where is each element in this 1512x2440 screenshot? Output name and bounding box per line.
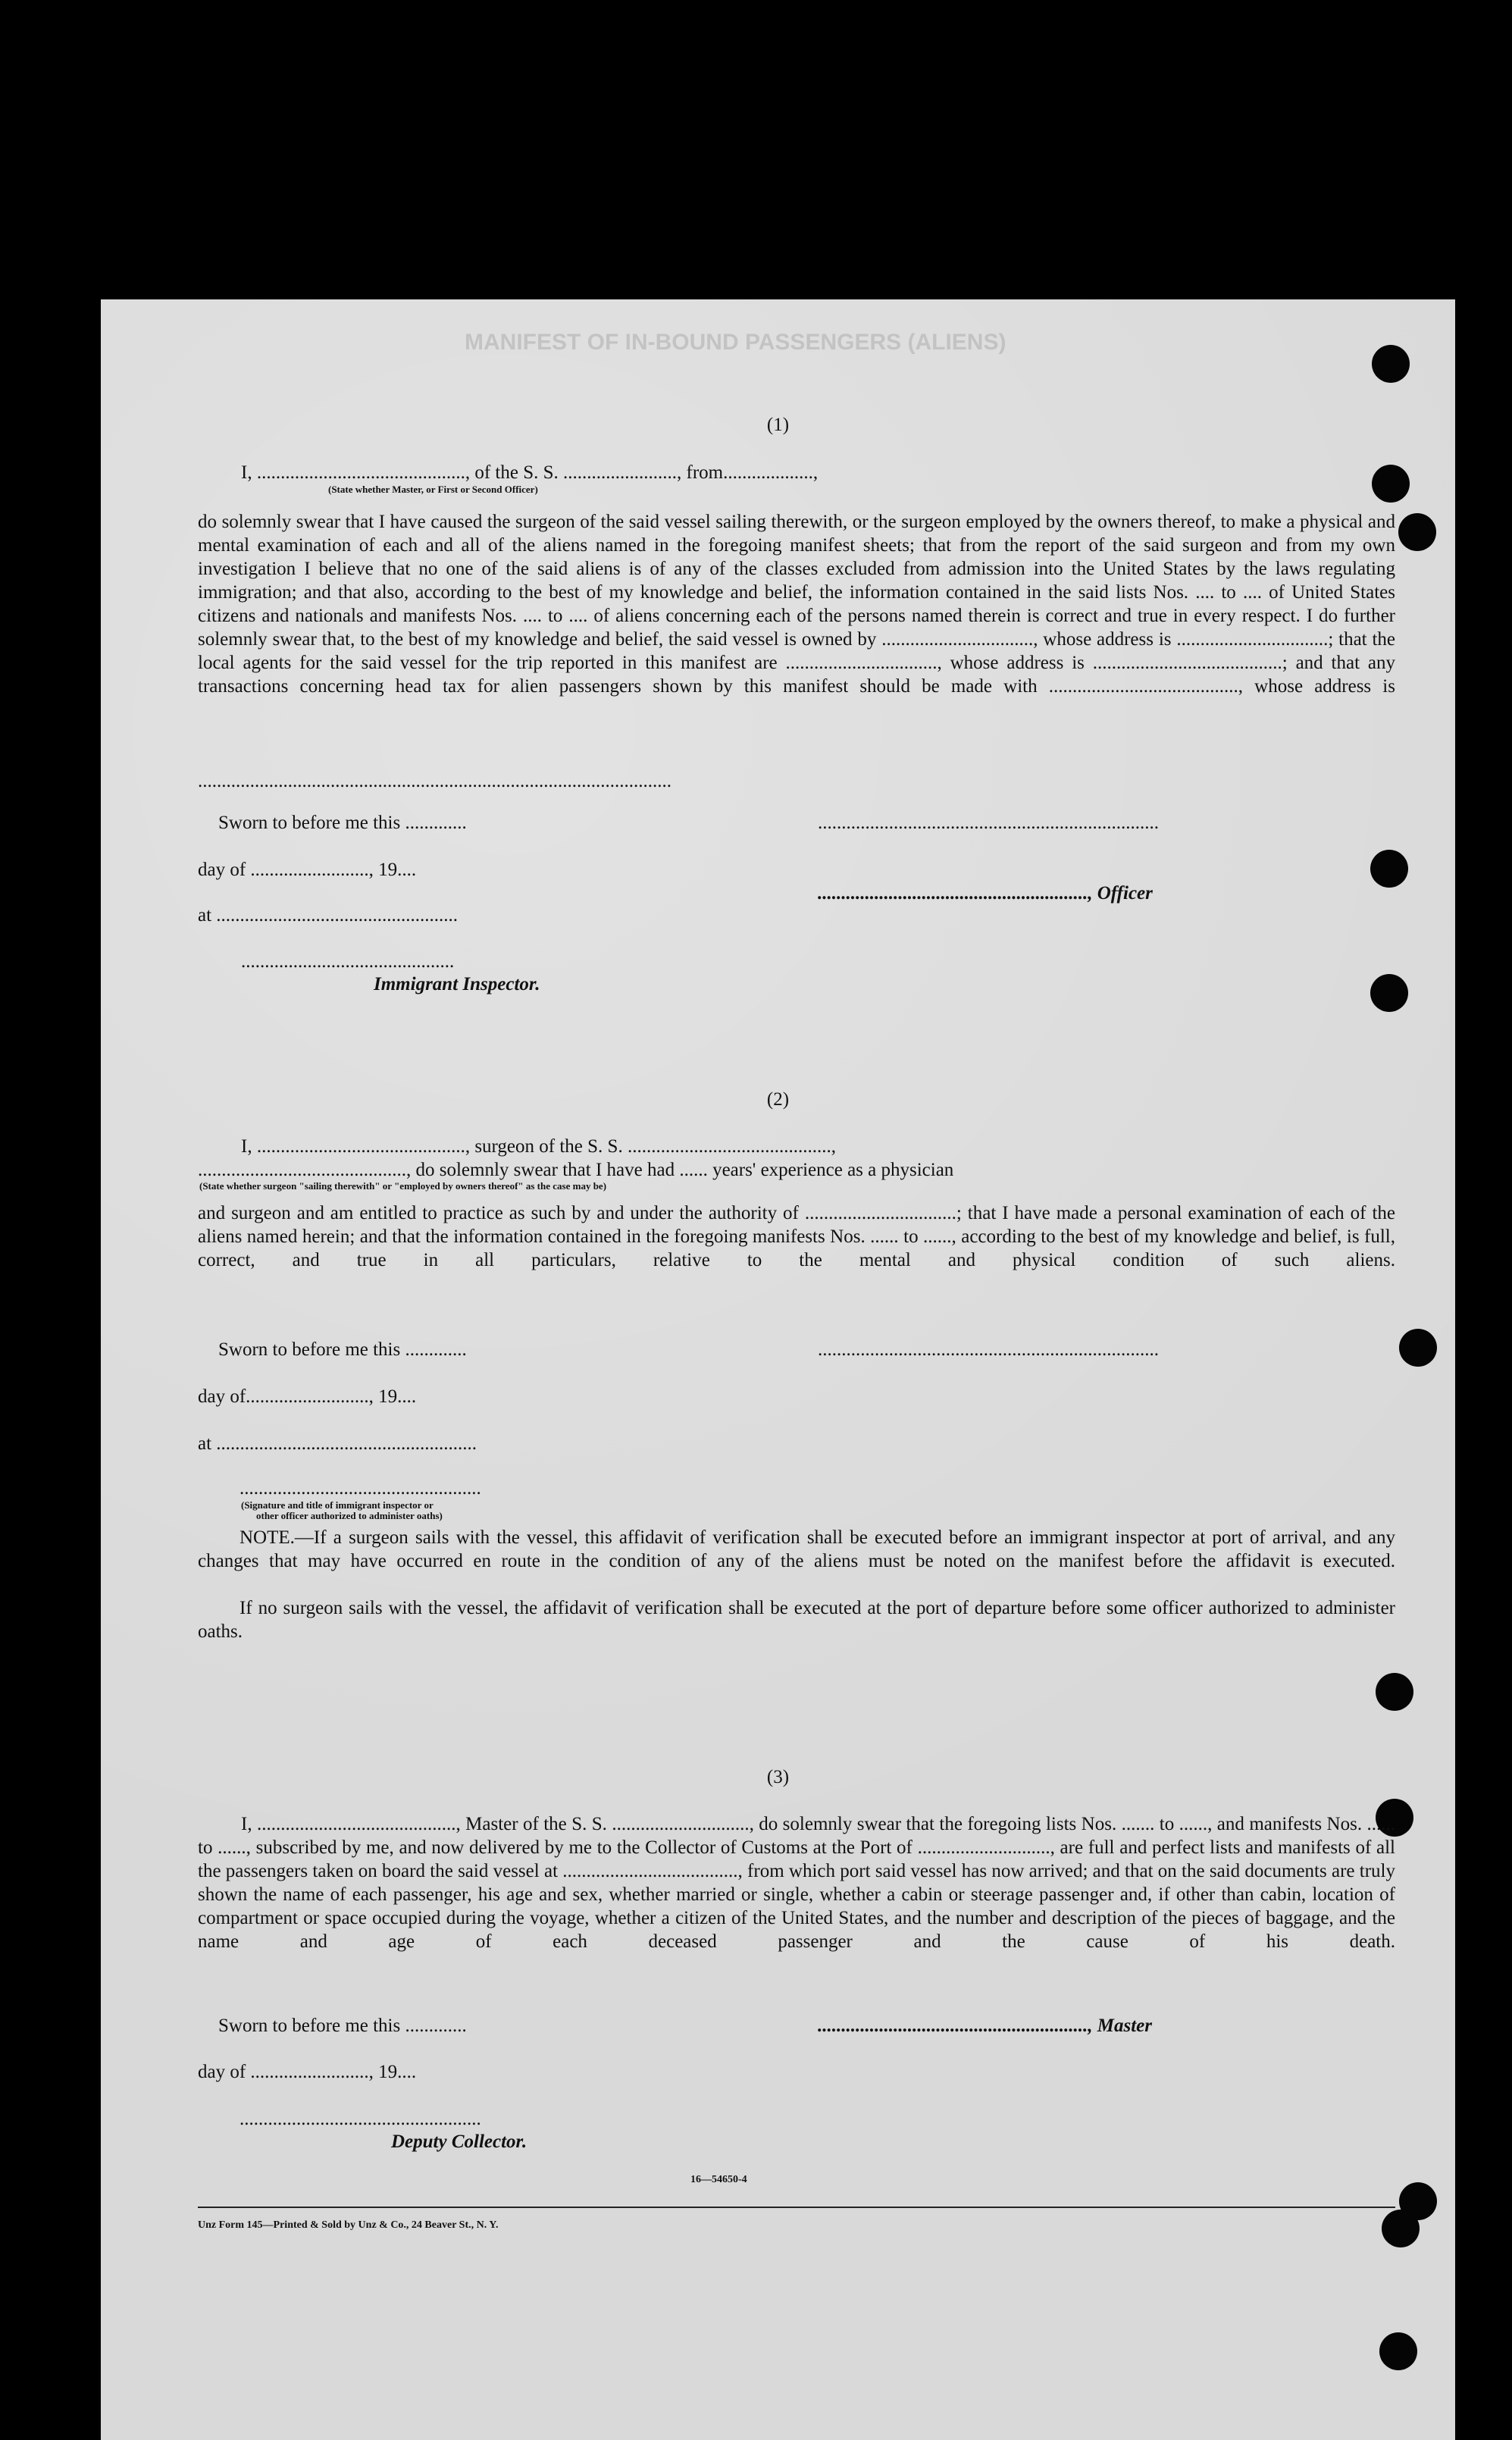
punch-hole [1382,2210,1420,2247]
footer-rule [198,2207,1395,2208]
punch-hole [1376,1673,1413,1711]
footer-printer: Unz Form 145—Printed & Sold by Unz & Co., 24 Beaver St., N. Y. [198,2219,499,2231]
sec3-master-line: ........................................................., Master [818,2016,1152,2036]
punch-hole [1379,2332,1417,2370]
sec2-sworn-line: Sworn to before me this ............. [218,1339,467,1360]
sec1-at-line: at ................................................... [198,905,459,926]
sec2-inspector-caption: (Signature and title of immigrant inspector or [241,1499,434,1511]
sec2-oath-body: and surgeon and am entitled to practice as such by and under the authority of ................................; that I have made a personal examination of each of the aliens named herein; and that the information contained in the foregoing manifests Nos. ...... to ......, according to the best of my knowledge and belief, is full, correct, and true in all particulars, relative to the mental and physical condition of such aliens. [198,1203,1395,1270]
note-label: NOTE. [239,1527,295,1548]
sec2-day-line: day of.........................., 19.... [198,1386,417,1407]
sec3-sworn-line: Sworn to before me this ............. [218,2016,467,2036]
sec1-officer-line: ........................................................., Officer [818,883,1153,904]
sec1-signature-dots: ........................................................................ [818,813,1159,833]
sec2-inspector-dots: ................................................... [239,1478,481,1499]
sec3-oath-body: I, .........................................., Master of the S. S. ............................., do solemnly swear that the foregoing lists Nos. ....... to ......, and manifests Nos. ...... to ......, subscribed by me, and now delivered by me to the Collector of Customs at the Port of ............................, are full and perfect lists and manifests of all the passengers taken on board the said vessel at ....................................., from which port said vessel has now arrived; and that on the said documents are truly shown the name of each passenger, his age and sex, whether married or single, whether a cabin or steerage passenger and, if other than cabin, location of compartment or space occupied during the voyage, whether a citizen of the United States, and the number and description of the pieces of baggage, and the name and age of each deceased passenger and the cause of his death. [198,1814,1395,1952]
sec1-address-dots: .................................................................................................... [198,771,671,791]
sec2-note [198,1526,1395,1573]
sec1-sworn-line: Sworn to before me this ............. [218,813,467,833]
section-1-number: (1) [766,415,790,435]
punch-hole [1370,850,1408,888]
sec1-day-line: day of ........................., 19.... [198,860,417,880]
sec1-inspector-label: Immigrant Inspector. [374,974,540,994]
punch-hole [1372,345,1410,383]
sec3-collector-label: Deputy Collector. [391,2131,527,2152]
note-text: —If a surgeon sails with the vessel, this affidavit of verification shall be executed before an immigrant inspector at port of arrival, and any changes that may have occurred en route in the condition of any of the aliens must be noted on the manifest before the affidavit is executed. [198,1527,1395,1571]
sec1-master-caption: (State whether Master, or First or Second Officer) [328,484,538,495]
sec1-oath-body: do solemnly swear that I have caused the surgeon of the said vessel sailing therewith, or the surgeon employed by the owners thereof, to make a physical and mental examination of each and all of the aliens named in the foregoing manifest sheets; that from the report of the said surgeon and from my own investigation I believe that no one of the said aliens is of any of the classes excluded from admission into the United States by the laws regulating immigration; and that also, according to the best of my knowledge and belief, the information contained in the said lists Nos. .... to .... of United States citizens and nationals and manifests Nos. .... to .... of aliens concerning each of the persons named therein is correct and true in every respect. I do further solemnly swear that, to the best of my knowledge and belief, the said vessel is owned by ................................, whose address is ................................; that the local agents for the said vessel for the trip reported in this manifest are ................................, whose address is ........................................; and that any transactions concerning head tax for alien passengers shown by this manifest should be made with ........................................, whose address is [198,512,1395,697]
sec2-surgeon-line: I, ............................................, surgeon of the S. S. ..........................................., [241,1136,836,1157]
sec2-inspector-caption-2: other officer authorized to administer oaths) [256,1510,443,1521]
sec3-day-line: day of ........................., 19.... [198,2062,417,2082]
bleed-through-text: MANIFEST OF IN-BOUND PASSENGERS (ALIENS) [465,330,1006,355]
punch-hole [1398,513,1436,551]
sec2-at-line: at ....................................................... [198,1433,477,1454]
sec2-surgeon-caption: (State whether surgeon "sailing therewith" or "employed by owners thereof" as the case may be) [199,1180,607,1192]
section-2-number: (2) [766,1089,790,1110]
sec3-collector-dots: ................................................... [239,2109,481,2129]
section-3-number: (3) [766,1767,790,1787]
sec1-master-line: I, ............................................, of the S. S. ........................, from..................., [241,462,819,483]
punch-hole [1399,1329,1437,1367]
sec2-signature-dots: ........................................................................ [818,1339,1159,1360]
sec2-note-2: If no surgeon sails with the vessel, the affidavit of verification shall be executed at the port of departure before some officer authorized to administer oaths. [198,1598,1395,1642]
manifest-page [101,299,1455,2440]
sec2-experience-line: ............................................, do solemnly swear that I have had ...... years' experience as a physician [198,1160,954,1180]
form-number: 16—54650-4 [690,2174,747,2185]
sec1-inspector-dots: ............................................. [241,951,455,972]
punch-hole [1370,974,1408,1012]
